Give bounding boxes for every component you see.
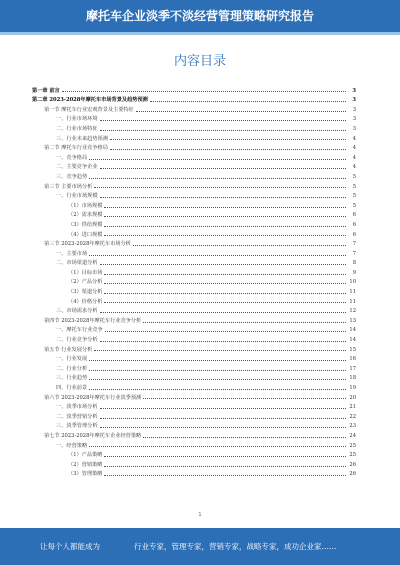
toc-entry-label: 二、主要竞争企业: [56, 164, 98, 171]
toc-leader-dots: [110, 138, 346, 140]
toc-entry-label: 第五节 行业发展分析: [44, 346, 93, 353]
toc-entry-label: 一、淡季市场分析: [56, 404, 98, 411]
toc-entry[interactable]: [32, 199, 356, 209]
toc-entry[interactable]: [32, 94, 356, 104]
toc-entry-label: 三、行业趋势: [56, 375, 88, 382]
toc-entry-label: 二、行业竞争分析: [56, 337, 98, 344]
toc-entry-page: 4: [352, 154, 356, 161]
toc-entry[interactable]: [32, 285, 356, 295]
header-bar: [0, 0, 400, 32]
toc-entry-label: 第二节 摩托车行业竞争格局: [44, 145, 108, 152]
toc-leader-dots: [104, 292, 346, 294]
toc-entry[interactable]: [32, 314, 356, 324]
footer-slogan-left: 让每个人都能成为: [40, 542, 100, 551]
toc-entry[interactable]: [32, 113, 356, 123]
toc-leader-dots: [100, 407, 346, 409]
toc-entry-label: 二、市场渠道分析: [56, 260, 98, 267]
toc-entry[interactable]: [32, 353, 356, 363]
toc-leader-dots: [136, 110, 346, 112]
toc-leader-dots: [89, 388, 346, 390]
toc-entry-page: 13: [349, 317, 356, 324]
toc-entry-label: （1）产品策略: [68, 452, 103, 459]
toc-entry[interactable]: [32, 84, 356, 94]
toc-entry-label: 二、行业分析: [56, 365, 88, 372]
toc-entry[interactable]: [32, 381, 356, 391]
toc-leader-dots: [105, 330, 346, 332]
toc-entry-label: 一、主要市场: [56, 250, 88, 257]
toc-entry-page: 5: [352, 183, 356, 190]
toc-entry[interactable]: [32, 276, 356, 286]
toc-leader-dots: [89, 369, 346, 371]
toc-entry[interactable]: [32, 468, 356, 478]
toc-leader-dots: [100, 167, 346, 169]
toc-entry-page: 19: [349, 385, 356, 391]
toc-entry-label: 一、行业市场规模: [56, 193, 98, 200]
toc-entry-label: 第七节 2023-2028年摩托车企业经营策略: [44, 432, 142, 439]
toc-leader-dots: [100, 119, 346, 121]
toc-leader-dots: [104, 273, 346, 275]
toc-entry-page: 9: [352, 269, 356, 276]
toc-leader-dots: [104, 225, 346, 227]
toc-entry-page: 16: [349, 356, 356, 363]
footer-slogan-right: 行业专家，管理专家，营销专家，战略专家，成功企业家……: [134, 542, 337, 551]
toc-entry-page: 3: [352, 87, 356, 94]
toc-entry-label: 三、淡季管理分析: [56, 423, 98, 430]
toc-entry-label: 第三节 2023-2028年摩托车市场分析: [44, 241, 131, 248]
toc-entry-label: 一、经营策略: [56, 442, 88, 449]
toc-entry-page: 6: [352, 231, 356, 238]
toc-leader-dots: [100, 311, 346, 313]
toc-entry-page: 4: [352, 145, 356, 152]
toc-entry-page: 26: [349, 461, 356, 468]
toc-entry[interactable]: [32, 401, 356, 411]
toc-leader-dots: [100, 129, 346, 131]
toc-entry[interactable]: [32, 391, 356, 401]
toc-entry-label: （2）营销策略: [68, 461, 103, 468]
toc-entry[interactable]: [32, 305, 356, 315]
toc-entry-label: 第六节 2023-2028年摩托车行业淡季预测: [44, 394, 142, 401]
toc-entry-page: 12: [349, 308, 356, 315]
toc-leader-dots: [89, 378, 346, 380]
page-number: 1: [198, 512, 202, 518]
toc-entry-page: 17: [349, 365, 356, 372]
toc-entry-page: 11: [349, 298, 356, 305]
toc-entry-page: 3: [352, 125, 356, 132]
toc-entry-label: （3）管理策略: [68, 471, 103, 478]
toc-entry[interactable]: [32, 170, 356, 180]
table-of-contents: [32, 84, 356, 477]
toc-entry-page: 3: [352, 116, 356, 123]
toc-entry-label: 一、竞争格局: [56, 154, 88, 161]
toc-entry-page: 7: [352, 241, 356, 248]
toc-leader-dots: [104, 301, 346, 303]
toc-entry[interactable]: [32, 247, 356, 257]
toc-entry[interactable]: [32, 257, 356, 267]
toc-entry[interactable]: [32, 161, 356, 171]
toc-leader-dots: [104, 206, 346, 208]
toc-entry-page: 18: [349, 375, 356, 382]
toc-entry-label: （4）价格分析: [68, 298, 103, 305]
toc-entry[interactable]: [32, 266, 356, 276]
toc-entry-page: 25: [349, 442, 356, 449]
toc-leader-dots: [89, 445, 346, 447]
toc-entry-page: 5: [352, 202, 356, 209]
toc-entry[interactable]: [32, 458, 356, 468]
toc-entry[interactable]: [32, 372, 356, 382]
toc-entry[interactable]: [32, 190, 356, 200]
toc-leader-dots: [62, 90, 346, 92]
toc-entry[interactable]: [32, 228, 356, 238]
toc-entry[interactable]: [32, 142, 356, 152]
report-title: 摩托车企业淡季不淡经营管理策略研究报告: [85, 9, 314, 23]
toc-entry[interactable]: [32, 132, 356, 142]
toc-entry-page: 4: [352, 135, 356, 142]
toc-entry[interactable]: [32, 429, 356, 439]
toc-entry-page: 4: [352, 164, 356, 171]
toc-heading: 内容目录: [173, 54, 226, 69]
toc-entry[interactable]: [32, 238, 356, 248]
toc-entry[interactable]: [32, 103, 356, 113]
toc-entry-label: （4）进口规模: [68, 231, 103, 238]
toc-leader-dots: [104, 465, 346, 467]
toc-entry[interactable]: [32, 209, 356, 219]
toc-entry-label: 一、行业发展: [56, 356, 88, 363]
toc-entry-label: 三、行业未来趋势预测: [56, 135, 108, 142]
toc-leader-dots: [104, 282, 346, 284]
toc-entry-label: （2）产品分析: [68, 279, 103, 286]
header-stripe: [0, 32, 400, 35]
toc-entry-label: 一、行业市场环境: [56, 116, 98, 123]
toc-entry[interactable]: [32, 180, 356, 190]
toc-entry-page: 6: [352, 212, 356, 219]
toc-entry[interactable]: [32, 439, 356, 449]
toc-leader-dots: [100, 417, 346, 419]
toc-entry-page: 26: [349, 471, 356, 478]
toc-entry-page: 3: [352, 106, 356, 113]
toc-entry-page: 25: [349, 452, 356, 459]
toc-leader-dots: [104, 474, 346, 476]
toc-entry-label: 一、摩托车行业竞争: [56, 327, 103, 334]
toc-entry-label: 第三节 主要市场分析: [44, 183, 93, 190]
toc-entry-page: 7: [352, 250, 356, 257]
toc-entry-label: 三、竞争趋势: [56, 173, 88, 180]
toc-leader-dots: [94, 349, 346, 351]
toc-leader-dots: [104, 455, 346, 457]
toc-leader-dots: [100, 340, 346, 342]
toc-entry[interactable]: [32, 151, 356, 161]
toc-entry-page: 3: [352, 97, 356, 104]
toc-entry-page: 11: [349, 289, 356, 296]
toc-entry-page: 23: [349, 423, 356, 430]
toc-entry-label: （1）目标市场: [68, 269, 103, 276]
toc-leader-dots: [143, 321, 346, 323]
toc-leader-dots: [100, 426, 346, 428]
toc-leader-dots: [94, 186, 346, 188]
toc-entry-label: 第一章 前言: [32, 87, 60, 94]
toc-leader-dots: [89, 254, 346, 256]
toc-entry-page: 22: [349, 413, 356, 420]
toc-entry-page: 14: [349, 327, 356, 334]
toc-entry[interactable]: [32, 324, 356, 334]
toc-leader-dots: [89, 158, 346, 160]
toc-entry-label: 二、行业市场特征: [56, 125, 98, 132]
toc-leader-dots: [100, 263, 346, 265]
toc-entry[interactable]: [32, 343, 356, 353]
toc-entry-label: 第四节 2023-2028年摩托车行业竞争分析: [44, 317, 142, 324]
toc-entry[interactable]: [32, 410, 356, 420]
toc-entry-page: 10: [349, 279, 356, 286]
toc-entry-page: 14: [349, 337, 356, 344]
toc-entry-label: （1）市场规模: [68, 202, 103, 209]
toc-entry-label: 二、淡季营销分析: [56, 413, 98, 420]
toc-entry-label: 三、市场需求分析: [56, 308, 98, 315]
toc-entry-label: 第一节 摩托车行业宏观背景及主要特征: [44, 106, 134, 113]
toc-entry[interactable]: [32, 122, 356, 132]
toc-leader-dots: [104, 215, 346, 217]
toc-leader-dots: [89, 359, 346, 361]
toc-entry[interactable]: [32, 333, 356, 343]
toc-entry-page: 6: [352, 221, 356, 228]
toc-entry[interactable]: [32, 295, 356, 305]
toc-entry-page: 24: [349, 432, 356, 439]
toc-entry-label: （2）需求规模: [68, 212, 103, 219]
toc-entry-page: 8: [352, 260, 356, 267]
toc-leader-dots: [143, 436, 346, 438]
toc-entry-page: 5: [352, 173, 356, 180]
toc-entry[interactable]: [32, 449, 356, 459]
toc-entry-page: 20: [349, 394, 356, 401]
toc-leader-dots: [150, 100, 346, 102]
toc-entry[interactable]: [32, 362, 356, 372]
toc-entry-page: 5: [352, 193, 356, 200]
toc-entry-label: （3）供给规模: [68, 221, 103, 228]
toc-leader-dots: [143, 397, 346, 399]
toc-entry-label: （3）渠道分析: [68, 289, 103, 296]
toc-leader-dots: [104, 234, 346, 236]
toc-leader-dots: [110, 148, 346, 150]
toc-entry[interactable]: [32, 420, 356, 430]
toc-leader-dots: [133, 244, 346, 246]
toc-entry-page: 21: [349, 404, 356, 411]
toc-leader-dots: [100, 196, 346, 198]
toc-entry-page: 15: [349, 346, 356, 353]
toc-leader-dots: [89, 177, 346, 179]
footer-bar: [0, 528, 400, 565]
toc-entry-label: 四、行业前景: [56, 385, 88, 391]
toc-entry-label: 第二章 2023-2028年摩托车市场背景及趋势预测: [32, 97, 148, 104]
toc-entry[interactable]: [32, 218, 356, 228]
